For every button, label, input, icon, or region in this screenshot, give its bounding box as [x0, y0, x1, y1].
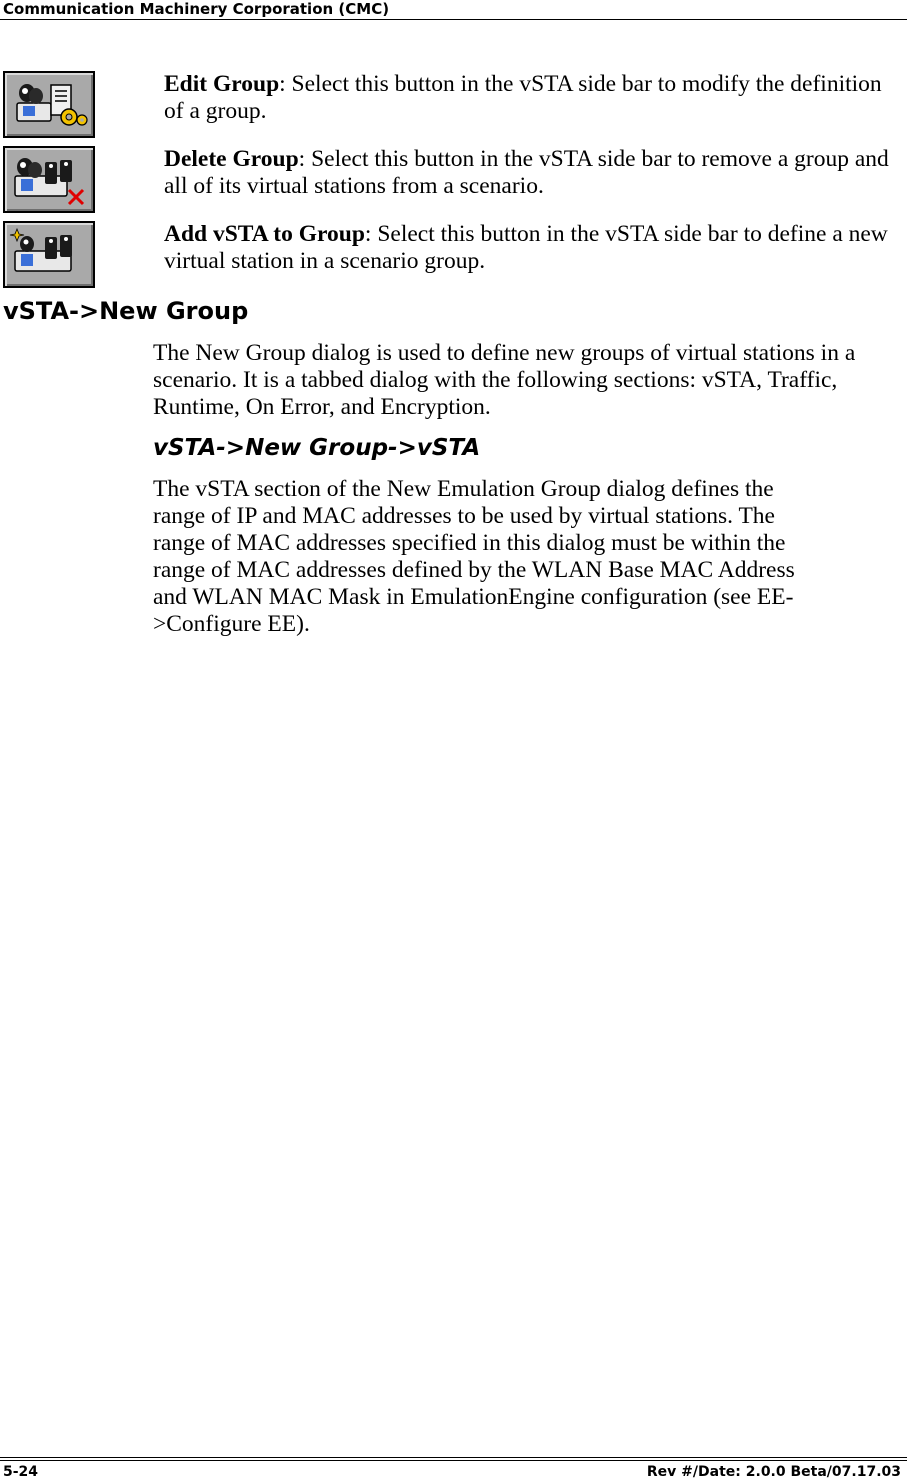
revision-info: Rev #/Date: 2.0.0 Beta/07.17.03 [646, 1464, 901, 1480]
add-vsta-label: Add vSTA to Group [164, 221, 365, 247]
subsection-body-line: range of MAC addresses specified in this dialog must be within the [153, 530, 786, 556]
subsection-body-line: and WLAN MAC Mask in EmulationEngine configuration (see EE- [153, 584, 794, 610]
delete-group-icon[interactable] [3, 146, 95, 213]
add-vsta-to-group-icon[interactable] [3, 221, 95, 288]
delete-group-description [164, 146, 904, 200]
add-vsta-text: : Select this button in the vSTA side bar to define a new virtual station in a scenario group. [164, 221, 888, 274]
subsection-body [153, 476, 903, 638]
section-heading: vSTA->New Group [3, 297, 249, 325]
subsection-body-line: range of IP and MAC addresses to be used by virtual stations. The [153, 503, 775, 529]
button-description-add-vsta [0, 221, 907, 291]
footer-divider [0, 1460, 907, 1461]
subsection-body-line: >Configure EE). [153, 611, 310, 637]
subsection-heading: vSTA->New Group->vSTA [153, 435, 481, 461]
footer-divider [0, 1457, 907, 1458]
edit-group-icon[interactable] [3, 71, 95, 138]
add-vsta-description [164, 221, 904, 275]
page-header [0, 0, 907, 20]
header-title: Communication Machinery Corporation (CMC) [3, 0, 390, 18]
subsection-body-line: range of MAC addresses defined by the WLAN Base MAC Address [153, 557, 795, 583]
page-number: 5-24 [3, 1464, 39, 1480]
button-description-edit-group [0, 71, 907, 141]
edit-group-description [164, 71, 904, 125]
edit-group-label: Edit Group [164, 71, 280, 97]
subsection-body-line: The vSTA section of the New Emulation Group dialog defines the [153, 476, 774, 502]
button-description-delete-group [0, 146, 907, 216]
delete-group-text: : Select this button in the vSTA side bar to remove a group and all of its virtual stations from a scenario. [164, 146, 889, 199]
section-body: The New Group dialog is used to define new groups of virtual stations in a scenario. It is a tabbed dialog with the following sections: vSTA, Traffic, Runtime, On Error, and Encryption. [153, 340, 856, 420]
delete-group-label: Delete Group [164, 146, 299, 172]
edit-group-text: : Select this button in the vSTA side bar to modify the definition of a group. [164, 71, 882, 124]
